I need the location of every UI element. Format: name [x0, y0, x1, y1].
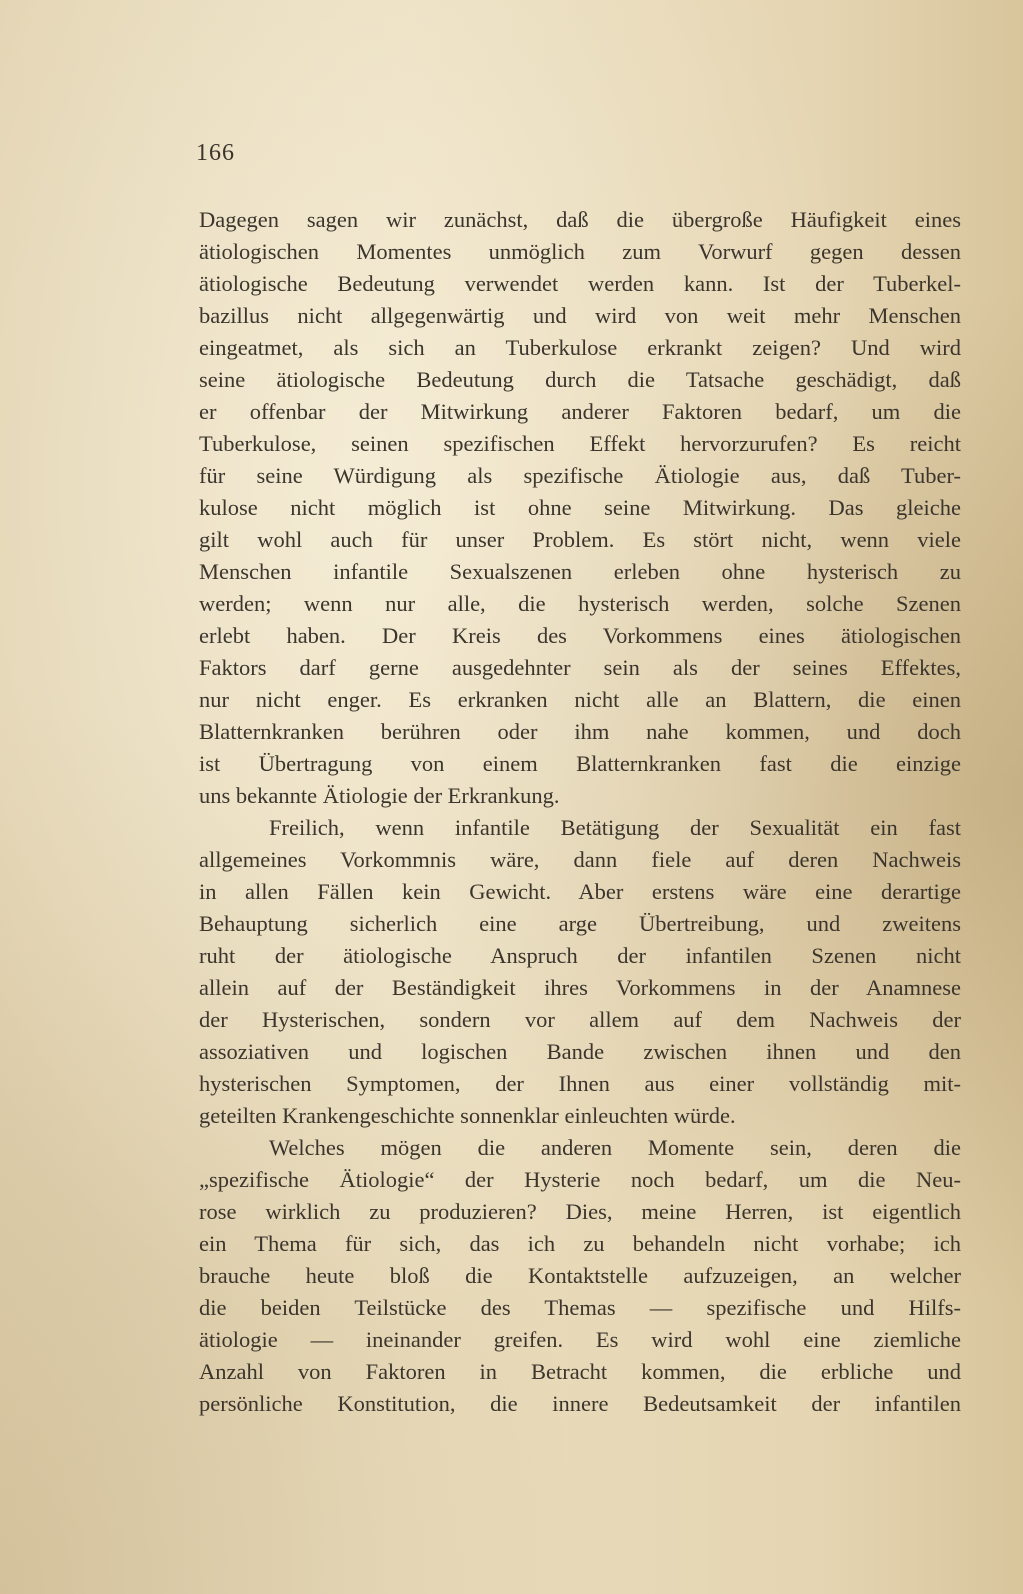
- text-line: bazillus nicht allgegenwärtig und wird von weit mehr Menschen: [199, 303, 961, 328]
- text-line: ätiologie — ineinander greifen. Es wird wohl eine ziemliche: [199, 1327, 961, 1352]
- text-line: allgemeines Vorkommnis wäre, dann fiele auf deren Nachweis: [199, 847, 961, 872]
- text-line: erlebt haben. Der Kreis des Vorkommens eines ätiologischen: [199, 623, 961, 648]
- text-line: Behauptung sicherlich eine arge Übertreibung, und zweitens: [199, 911, 961, 936]
- text-line: Menschen infantile Sexualszenen erleben ohne hysterisch zu: [199, 559, 961, 584]
- text-line: ätiologische Bedeutung verwendet werden kann. Ist der Tuberkel-: [199, 271, 961, 296]
- text-line: allein auf der Beständigkeit ihres Vorkommens in der Anamnese: [199, 975, 961, 1000]
- text-line: „spezifische Ätiologie“ der Hysterie noch bedarf, um die Neu-: [199, 1167, 961, 1192]
- page-number: 166: [196, 140, 235, 166]
- text-line: persönliche Konstitution, die innere Bedeutsamkeit der infantilen: [199, 1391, 961, 1416]
- text-line: ist Übertragung von einem Blatternkranken fast die einzige: [199, 751, 961, 776]
- text-line: für seine Würdigung als spezifische Ätiologie aus, daß Tuber-: [199, 463, 961, 488]
- body-text: [199, 204, 961, 1420]
- text-line: ätiologischen Momentes unmöglich zum Vorwurf gegen dessen: [199, 239, 961, 264]
- text-line: assoziativen und logischen Bande zwischen ihnen und den: [199, 1039, 961, 1064]
- text-line: rose wirklich zu produzieren? Dies, meine Herren, ist eigentlich: [199, 1199, 961, 1224]
- text-line: ein Thema für sich, das ich zu behandeln nicht vorhabe; ich: [199, 1231, 961, 1256]
- text-line: seine ätiologische Bedeutung durch die Tatsache geschädigt, daß: [199, 367, 961, 392]
- text-line: Dagegen sagen wir zunächst, daß die übergroße Häufigkeit eines: [199, 207, 961, 232]
- text-line: Blatternkranken berühren oder ihm nahe kommen, und doch: [199, 719, 961, 744]
- text-line: Freilich, wenn infantile Betätigung der Sexualität ein fast: [269, 815, 961, 840]
- text-line: gilt wohl auch für unser Problem. Es stört nicht, wenn viele: [199, 527, 961, 552]
- text-line: kulose nicht möglich ist ohne seine Mitwirkung. Das gleiche: [199, 495, 961, 520]
- text-line: Anzahl von Faktoren in Betracht kommen, die erbliche und: [199, 1359, 961, 1384]
- text-line: geteilten Krankengeschichte sonnenklar einleuchten würde.: [199, 1103, 736, 1128]
- text-line: Welches mögen die anderen Momente sein, deren die: [269, 1135, 961, 1160]
- text-line: hysterischen Symptomen, der Ihnen aus einer vollständig mit-: [199, 1071, 961, 1096]
- text-line: er offenbar der Mitwirkung anderer Faktoren bedarf, um die: [199, 399, 961, 424]
- text-line: werden; wenn nur alle, die hysterisch werden, solche Szenen: [199, 591, 961, 616]
- text-line: uns bekannte Ätiologie der Erkrankung.: [199, 783, 560, 808]
- text-line: in allen Fällen kein Gewicht. Aber erstens wäre eine derartige: [199, 879, 961, 904]
- text-line: Tuberkulose, seinen spezifischen Effekt hervorzurufen? Es reicht: [199, 431, 961, 456]
- text-line: brauche heute bloß die Kontaktstelle aufzuzeigen, an welcher: [199, 1263, 961, 1288]
- text-line: eingeatmet, als sich an Tuberkulose erkrankt zeigen? Und wird: [199, 335, 961, 360]
- text-line: der Hysterischen, sondern vor allem auf dem Nachweis der: [199, 1007, 961, 1032]
- text-line: Faktors darf gerne ausgedehnter sein als der seines Effektes,: [199, 655, 961, 680]
- text-line: die beiden Teilstücke des Themas — spezifische und Hilfs-: [199, 1295, 961, 1320]
- text-line: ruht der ätiologische Anspruch der infantilen Szenen nicht: [199, 943, 961, 968]
- text-line: nur nicht enger. Es erkranken nicht alle an Blattern, die einen: [199, 687, 961, 712]
